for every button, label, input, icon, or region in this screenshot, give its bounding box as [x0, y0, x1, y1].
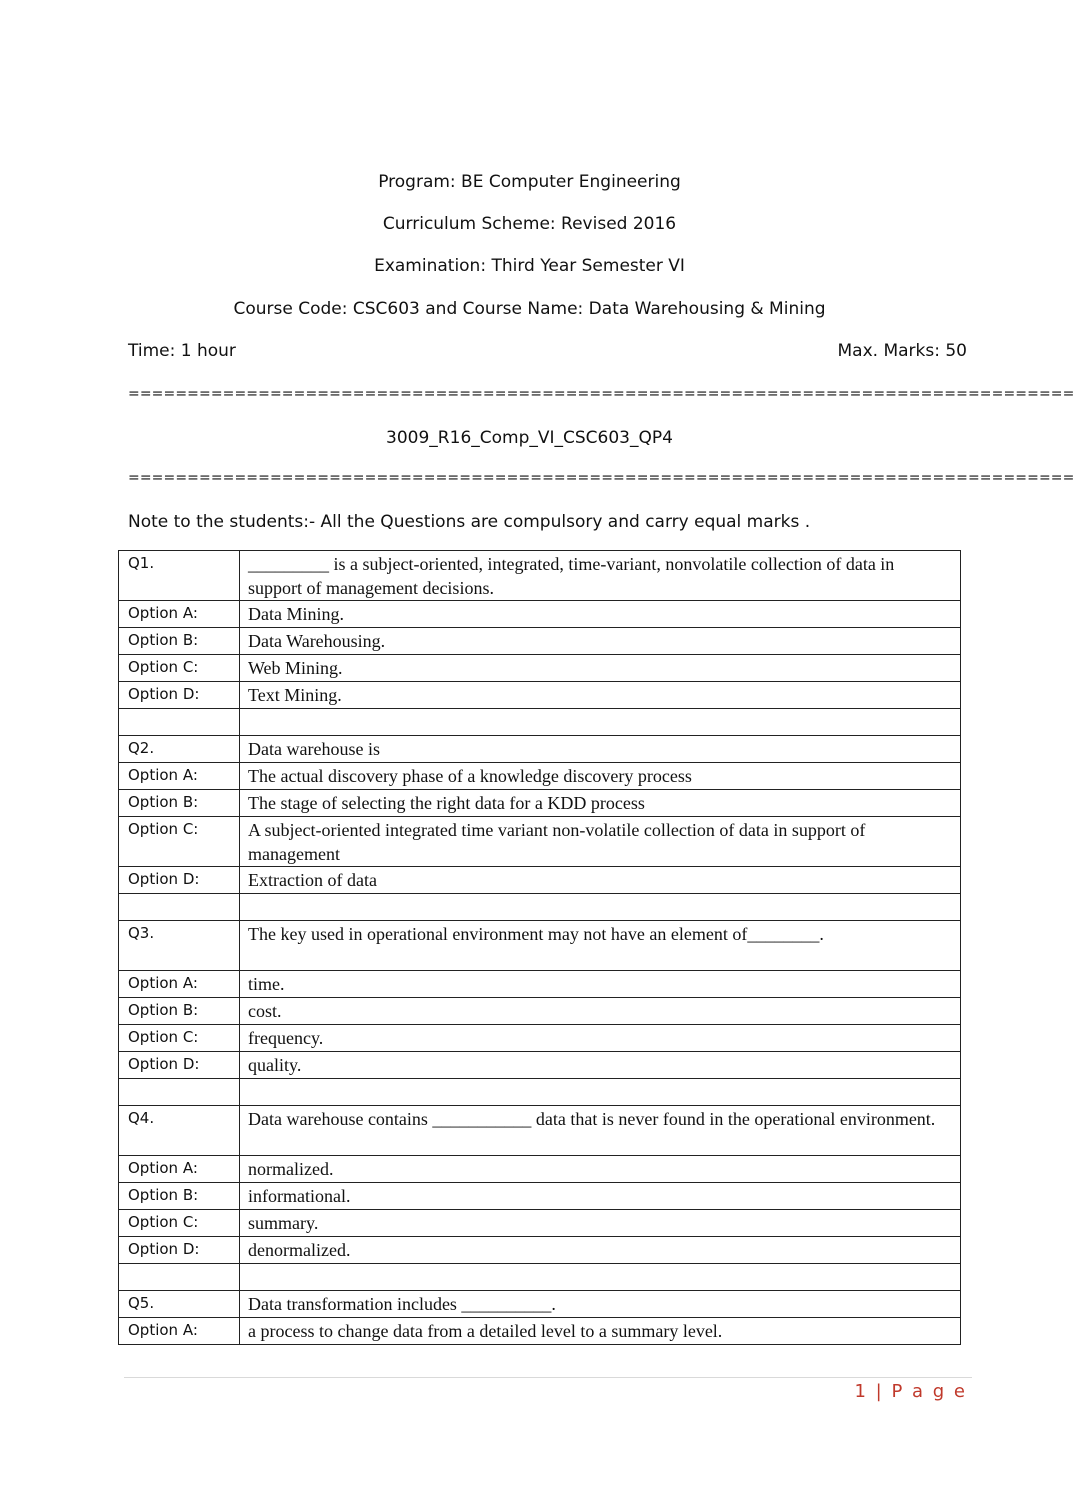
max-marks-label: Max. Marks: 50	[837, 341, 967, 361]
row-text: denormalized.	[240, 1237, 961, 1264]
row-label: Option D:	[119, 867, 240, 894]
table-row	[119, 1210, 961, 1237]
footer-divider	[124, 1377, 972, 1378]
table-row	[119, 1079, 961, 1106]
examination-line: Examination: Third Year Semester VI	[374, 256, 685, 276]
row-label: Option A:	[119, 1156, 240, 1183]
row-label: Option A:	[119, 1318, 240, 1345]
row-text: cost.	[240, 998, 961, 1025]
row-label	[119, 709, 240, 736]
row-label: Option D:	[119, 1237, 240, 1264]
row-text: Data warehouse contains ___________ data that is never found in the operational environment.	[240, 1106, 961, 1156]
row-text: The stage of selecting the right data for a KDD process	[240, 790, 961, 817]
row-text: normalized.	[240, 1156, 961, 1183]
row-text	[240, 709, 961, 736]
table-row	[119, 817, 961, 867]
row-label: Option C:	[119, 655, 240, 682]
table-row	[119, 628, 961, 655]
page-number: 1 | P a g e	[854, 1381, 967, 1402]
question-table	[118, 550, 961, 1345]
table-row	[119, 1106, 961, 1156]
row-text: Web Mining.	[240, 655, 961, 682]
table-row	[119, 894, 961, 921]
row-label: Option C:	[119, 1210, 240, 1237]
table-row	[119, 998, 961, 1025]
row-text: _________ is a subject-oriented, integrated, time-variant, nonvolatile collection of data in support of management decisions.	[240, 551, 961, 601]
row-text: A subject-oriented integrated time variant non-volatile collection of data in support of management	[240, 817, 961, 867]
time-label: Time: 1 hour	[128, 341, 236, 361]
row-text: Data transformation includes __________.	[240, 1291, 961, 1318]
row-label: Option C:	[119, 1025, 240, 1052]
course-line: Course Code: CSC603 and Course Name: Data Warehousing & Mining	[233, 299, 826, 319]
table-row	[119, 1237, 961, 1264]
table-row	[119, 763, 961, 790]
row-text: summary.	[240, 1210, 961, 1237]
row-text: time.	[240, 971, 961, 998]
table-row	[119, 1318, 961, 1345]
table-row	[119, 867, 961, 894]
row-text: The actual discovery phase of a knowledge discovery process	[240, 763, 961, 790]
table-row	[119, 682, 961, 709]
row-label: Option B:	[119, 998, 240, 1025]
row-label: Q2.	[119, 736, 240, 763]
row-label: Option A:	[119, 971, 240, 998]
paper-code: 3009_R16_Comp_VI_CSC603_QP4	[386, 428, 673, 448]
row-text	[240, 1079, 961, 1106]
row-label: Option D:	[119, 682, 240, 709]
table-row	[119, 1183, 961, 1210]
row-label: Q1.	[119, 551, 240, 601]
row-text: Text Mining.	[240, 682, 961, 709]
row-text: informational.	[240, 1183, 961, 1210]
row-text: quality.	[240, 1052, 961, 1079]
row-text: a process to change data from a detailed level to a summary level.	[240, 1318, 961, 1345]
row-text: frequency.	[240, 1025, 961, 1052]
note-to-students: Note to the students:- All the Questions are compulsory and carry equal marks .	[128, 512, 811, 532]
table-row	[119, 655, 961, 682]
row-text: The key used in operational environment may not have an element of________.	[240, 921, 961, 971]
row-text	[240, 1264, 961, 1291]
row-label: Option A:	[119, 763, 240, 790]
row-label: Option B:	[119, 790, 240, 817]
table-row	[119, 1264, 961, 1291]
row-text: Data Warehousing.	[240, 628, 961, 655]
table-row	[119, 1052, 961, 1079]
row-label: Option B:	[119, 628, 240, 655]
table-row	[119, 551, 961, 601]
table-row	[119, 1156, 961, 1183]
table-row	[119, 971, 961, 998]
separator-top: ================================================================================	[128, 386, 1074, 402]
table-row	[119, 1025, 961, 1052]
table-row	[119, 921, 961, 971]
row-label: Q5.	[119, 1291, 240, 1318]
row-text: Data warehouse is	[240, 736, 961, 763]
table-row	[119, 709, 961, 736]
row-label: Option A:	[119, 601, 240, 628]
row-label	[119, 1264, 240, 1291]
row-label: Option B:	[119, 1183, 240, 1210]
row-label	[119, 894, 240, 921]
row-label	[119, 1079, 240, 1106]
table-row	[119, 736, 961, 763]
separator-bottom: ================================================================================	[128, 470, 1074, 486]
row-text: Extraction of data	[240, 867, 961, 894]
program-line: Program: BE Computer Engineering	[378, 172, 681, 192]
table-row	[119, 1291, 961, 1318]
row-text: Data Mining.	[240, 601, 961, 628]
table-row	[119, 790, 961, 817]
row-label: Q4.	[119, 1106, 240, 1156]
table-row	[119, 601, 961, 628]
curriculum-line: Curriculum Scheme: Revised 2016	[382, 214, 677, 234]
row-label: Q3.	[119, 921, 240, 971]
row-label: Option C:	[119, 817, 240, 867]
row-text	[240, 894, 961, 921]
row-label: Option D:	[119, 1052, 240, 1079]
